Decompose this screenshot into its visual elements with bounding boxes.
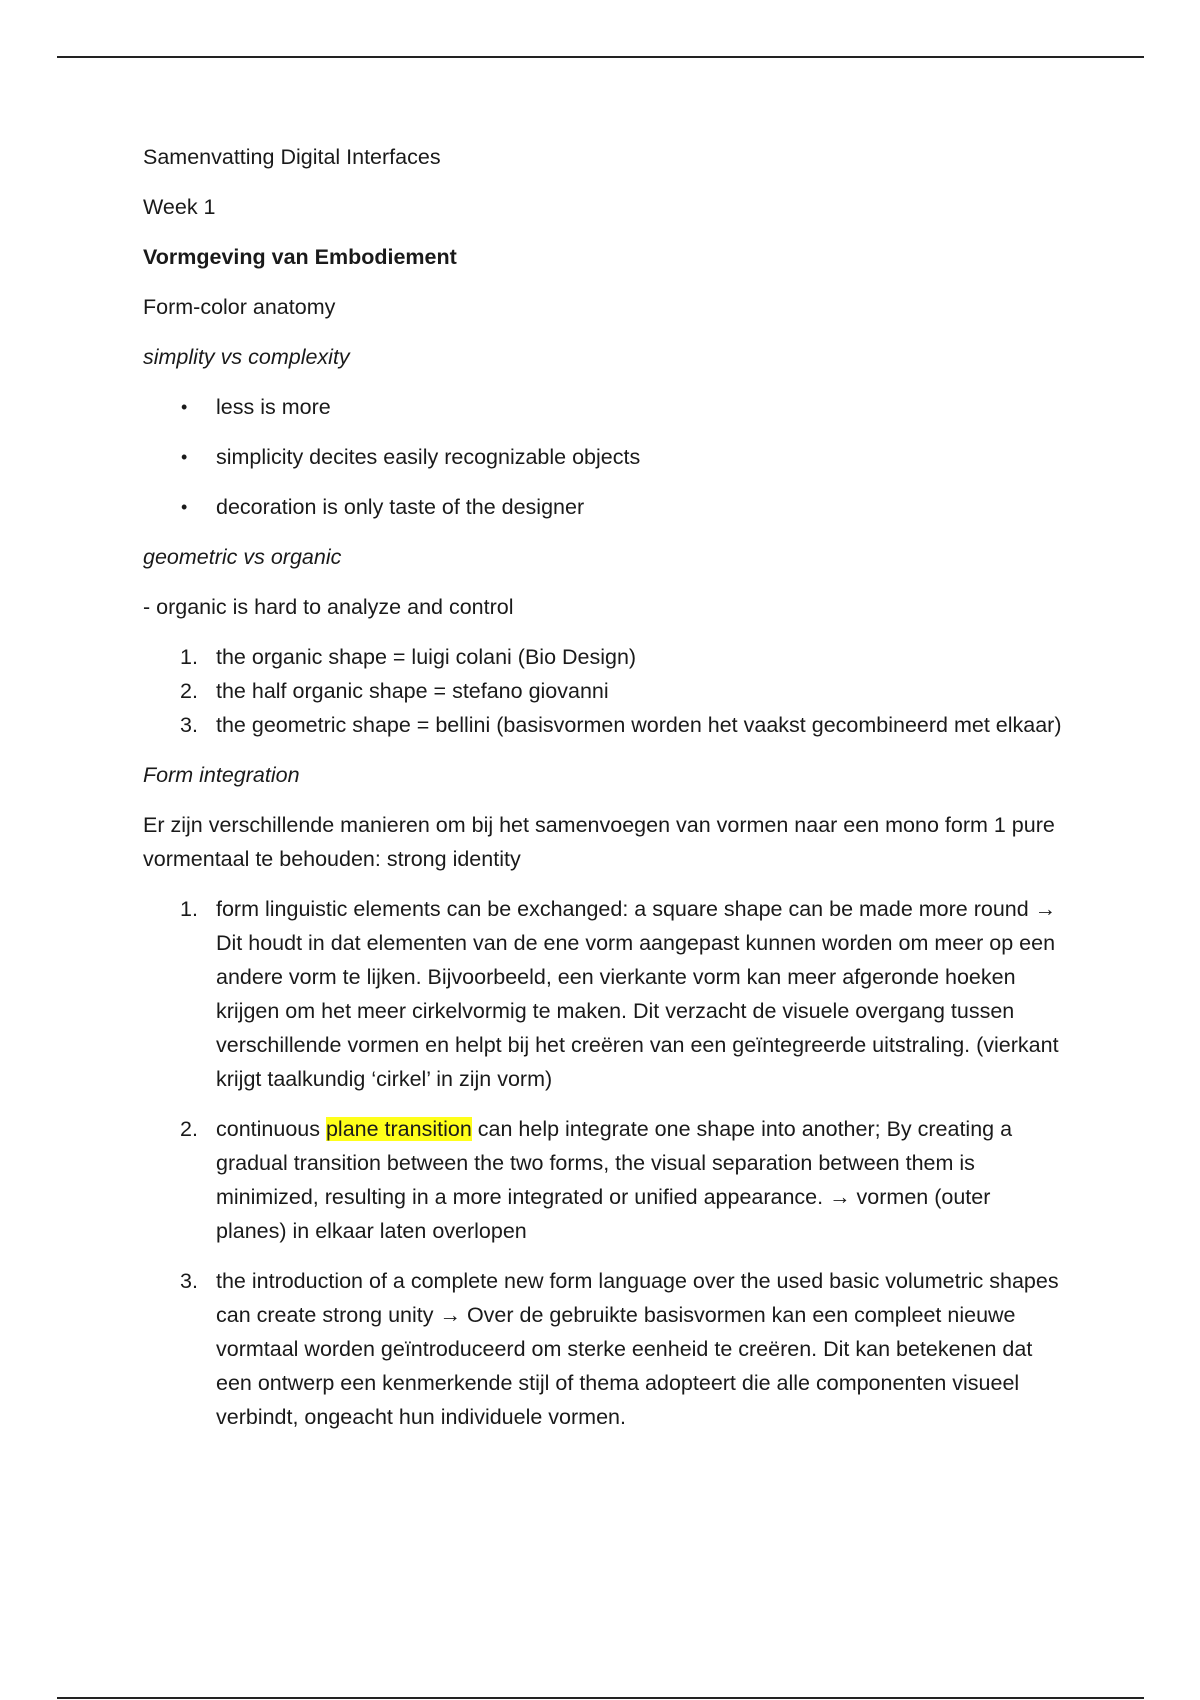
topic-heading-simplicity: simplity vs complexity [143, 345, 350, 369]
list-item-text-end: can help integrate one shape into another; By creating a gradual transition between the two forms, the visual separation between them is minimized, resulting in a more integrated or unified appearance. → vormen (outer planes) in elkaar laten overlopen [216, 1117, 1013, 1243]
list-number: 2. [180, 1117, 198, 1141]
section-heading: Vormgeving van Embodiement [143, 245, 457, 269]
list-number: 1. [180, 897, 198, 921]
page-bottom-rule [57, 1697, 1144, 1699]
list-number: 3. [180, 713, 198, 737]
list-number: 3. [180, 1269, 198, 1293]
list-item [143, 708, 1063, 742]
bullet-icon: • [181, 397, 188, 417]
list-item [143, 640, 1063, 674]
list-item-text-start: continuous [216, 1117, 326, 1141]
topic-heading-form-integration: Form integration [143, 763, 300, 787]
list-item-text: less is more [216, 395, 331, 419]
list-item-text: the geometric shape = bellini (basisvormen worden het vaakst gecombineerd met elkaar) [216, 713, 1062, 737]
list-item [143, 674, 1063, 708]
bullet-icon: • [181, 497, 188, 517]
document-body [143, 140, 1063, 1450]
week-label: Week 1 [143, 195, 216, 219]
list-item [143, 390, 1063, 424]
highlighted-text: plane transition [325, 1117, 472, 1141]
list-number: 2. [180, 679, 198, 703]
page-top-rule [57, 56, 1144, 58]
list-item-text: the introduction of a complete new form language over the used basic volumetric shapes can create strong unity → Over de gebruikte basisvormen kan een compleet nieuwe vormtaal worden geïntroduceerd om sterke eenheid te creëren. Dit kan betekenen dat een ontwerp een kenmerkende stijl of thema adopteert die alle componenten visueel verbindt, ongeacht hun individuele vormen. [216, 1269, 1059, 1429]
list-item [143, 490, 1063, 524]
list-item-text: form linguistic elements can be exchanged: a square shape can be made more round → Dit houdt in dat elementen van de ene vorm aangepast kunnen worden om meer op een andere vorm te lijken. Bijvoorbeeld, een vierkante vorm kan meer afgeronde hoeken krijgen om het meer cirkelvormig te maken. Dit verzacht de visuele overgang tussen verschillende vormen en helpt bij het creëren van een geïntegreerde uitstraling. (vierkant krijgt taalkundig ‘cirkel’ in zijn vorm) [216, 897, 1059, 1091]
list-item [143, 1264, 1063, 1434]
list-item [143, 440, 1063, 474]
list-item-text: the organic shape = luigi colani (Bio Design) [216, 645, 637, 669]
list-item [143, 892, 1063, 1096]
topic-heading-geometric: geometric vs organic [143, 545, 342, 569]
list-item-text: decoration is only taste of the designer [216, 495, 585, 519]
form-integration-intro: Er zijn verschillende manieren om bij het samenvoegen van vormen naar een mono form 1 pure vormentaal te behouden: strong identity [143, 813, 1055, 871]
list-item-text: simplicity decites easily recognizable objects [216, 445, 641, 469]
subheading: Form-color anatomy [143, 295, 336, 319]
simplicity-bullet-list [143, 390, 1063, 524]
form-integration-list [143, 892, 1063, 1434]
geometric-intro: - organic is hard to analyze and control [143, 595, 514, 619]
list-item-text: the half organic shape = stefano giovanni [216, 679, 609, 703]
document-title: Samenvatting Digital Interfaces [143, 145, 441, 169]
list-item [143, 1112, 1063, 1248]
shape-types-list [143, 640, 1063, 742]
list-number: 1. [180, 645, 198, 669]
bullet-icon: • [181, 447, 188, 467]
